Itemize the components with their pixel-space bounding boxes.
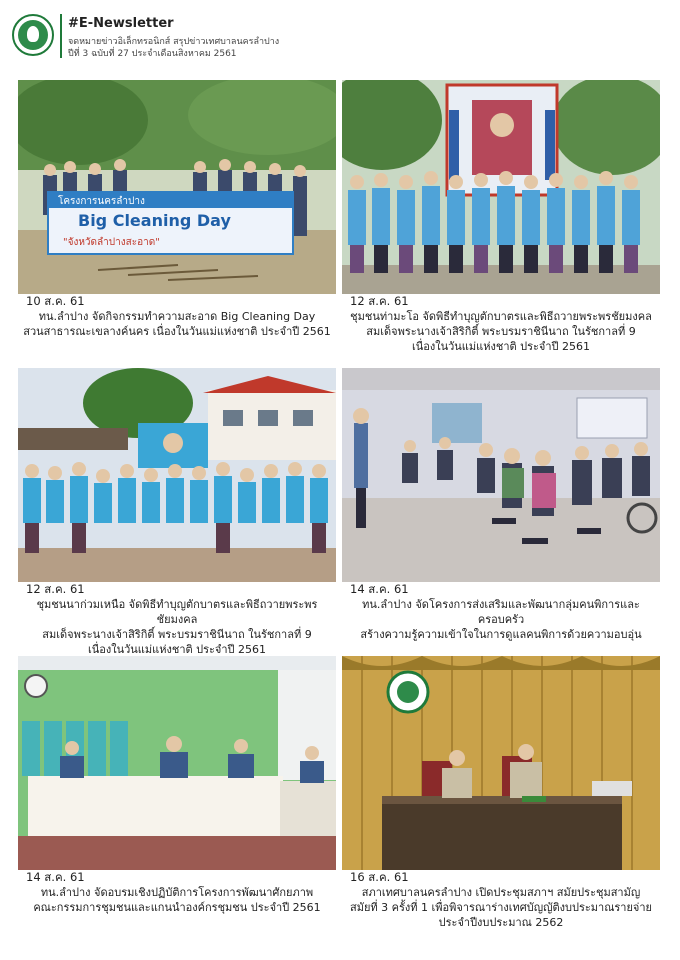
photo-disability-program — [342, 368, 660, 582]
caption-line: คณะกรรมการชุมชนและแกนนำองค์กรชุมชน ประจำปี 2561 — [33, 901, 321, 914]
photo-council-meeting — [342, 656, 660, 870]
caption-line: เนื่องในวันแม่แห่งชาติ ประจำปี 2561 — [411, 340, 591, 353]
caption-line: สมเด็จพระนางเจ้าสิริกิติ์ พระบรมราชินีนาถ ในรัชกาลที่ 9 — [42, 628, 312, 641]
caption-line: ประจำปีงบประมาณ 2562 — [438, 916, 564, 929]
caption-6 — [342, 870, 660, 930]
caption-3 — [18, 582, 336, 657]
newsletter-header — [0, 0, 680, 64]
caption-line: ทน.ลำปาง จัดกิจกรรมทำความสะอาด Big Cleaning Day — [38, 310, 316, 323]
caption-date: 14 ส.ค. 61 — [26, 870, 85, 884]
photo-merit-ceremony-nakuam — [18, 368, 336, 582]
caption-4 — [342, 582, 660, 642]
caption-line: ชุมชนนาก่วมเหนือ จัดพิธีทำบุญตักบาตรและพิธีถวายพระพรชัยมงคล — [36, 598, 318, 626]
caption-line: สวนสาธารณะเขลางค์นคร เนื่องในวันแม่แห่งชาติ ประจำปี 2561 — [23, 325, 331, 338]
caption-line: สมเด็จพระนางเจ้าสิริกิติ์ พระบรมราชินีนาถ ในรัชกาลที่ 9 — [366, 325, 636, 338]
caption-line: สร้างความรู้ความเข้าใจในการดูแลคนพิการด้วยความอบอุ่น — [360, 628, 642, 641]
caption-line: ทน.ลำปาง จัดอบรมเชิงปฏิบัติการโครงการพัฒนาศักยภาพ — [40, 886, 314, 899]
caption-5 — [18, 870, 336, 915]
caption-date: 14 ส.ค. 61 — [350, 582, 409, 596]
caption-line: ทน.ลำปาง จัดโครงการส่งเสริมและพัฒนากลุ่มคนพิการและครอบครัว — [362, 598, 640, 626]
caption-date: 16 ส.ค. 61 — [350, 870, 409, 884]
caption-date: 12 ส.ค. 61 — [26, 582, 85, 596]
caption-line: สมัยที่ 3 ครั้งที่ 1 เพื่อพิจารณาร่างเทศบัญญัติงบประมาณรายจ่าย — [349, 901, 653, 914]
banner-line2: Big Cleaning Day — [78, 211, 231, 230]
caption-line: ชุมชนท่ามะโอ จัดพิธีทำบุญตักบาตรและพิธีถวายพระพรชัยมงคล — [350, 310, 652, 323]
caption-1 — [18, 294, 336, 339]
newsletter-title: #E-Newsletter — [68, 16, 174, 31]
header-divider — [60, 14, 62, 58]
caption-2 — [342, 294, 660, 354]
banner-line3: "จังหวัดลำปางสะอาด" — [63, 237, 160, 248]
photo-community-training — [18, 656, 336, 870]
newsletter-subtitle: จดหมายข่าวอิเล็กทรอนิกส์ สรุปข่าวเทศบาลนครลำปาง — [68, 37, 280, 47]
photo-merit-ceremony-thamao — [342, 80, 660, 294]
newsletter-issue: ปีที่ 3 ฉบับที่ 27 ประจำเดือนสิงหาคม 2561 — [68, 49, 237, 59]
municipality-logo-icon — [12, 14, 54, 56]
photo-cleaning-day — [18, 80, 336, 294]
caption-line: เนื่องในวันแม่แห่งชาติ ประจำปี 2561 — [87, 643, 267, 656]
caption-line: สภาเทศบาลนครลำปาง เปิดประชุมสภาฯ สมัยประชุมสามัญ — [361, 886, 641, 899]
caption-date: 12 ส.ค. 61 — [350, 294, 409, 308]
caption-date: 10 ส.ค. 61 — [26, 294, 85, 308]
banner-line1: โครงการนครลำปาง — [58, 196, 145, 207]
